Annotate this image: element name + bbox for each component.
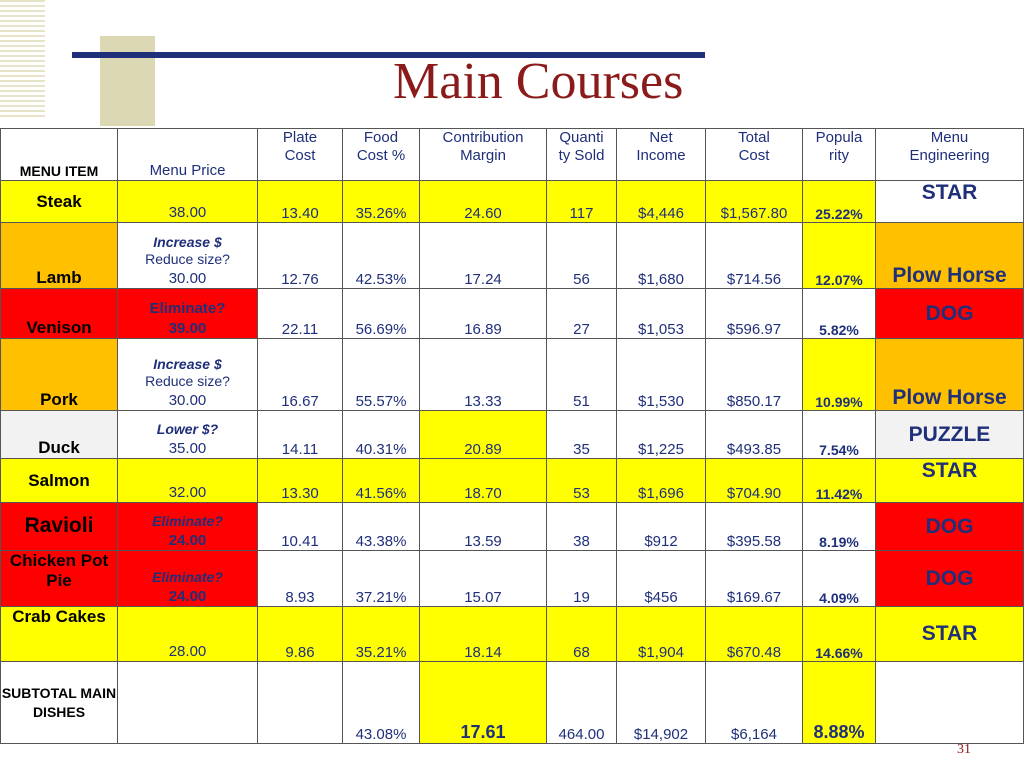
subtotal-net-income: $14,902 [617, 662, 706, 744]
header-menu-engineering: Menu Engineering [876, 129, 1024, 181]
quantity-sold: 68 [547, 607, 617, 662]
item-name: Chicken Pot Pie [1, 551, 118, 607]
menu-price: 38.00 [118, 181, 258, 223]
plate-cost: 14.11 [258, 411, 343, 459]
net-income: $1,680 [617, 223, 706, 289]
item-name: Pork [1, 339, 118, 411]
table-row [1, 551, 1024, 607]
total-cost: $714.56 [706, 223, 803, 289]
engineering-class: DOG [876, 503, 1024, 551]
net-income: $1,696 [617, 459, 706, 503]
subtotal-quantity: 464.00 [547, 662, 617, 744]
subtotal-food-cost-pct: 43.08% [343, 662, 420, 744]
item-name: Lamb [1, 223, 118, 289]
popularity: 14.66% [803, 607, 876, 662]
menu-price: Eliminate? 24.00 [118, 503, 258, 551]
total-cost: $1,567.80 [706, 181, 803, 223]
plate-cost: 13.40 [258, 181, 343, 223]
header-popularity: Popula rity [803, 129, 876, 181]
total-cost: $596.97 [706, 289, 803, 339]
menu-price: Lower $? 35.00 [118, 411, 258, 459]
menu-price: Increase $ Reduce size? 30.00 [118, 223, 258, 289]
header-net-income: Net Income [617, 129, 706, 181]
popularity: 25.22% [803, 181, 876, 223]
quantity-sold: 117 [547, 181, 617, 223]
popularity: 11.42% [803, 459, 876, 503]
total-cost: $704.90 [706, 459, 803, 503]
total-cost: $493.85 [706, 411, 803, 459]
quantity-sold: 19 [547, 551, 617, 607]
item-name: Duck [1, 411, 118, 459]
total-cost: $169.67 [706, 551, 803, 607]
item-name: Salmon [1, 459, 118, 503]
menu-price: 28.00 [118, 607, 258, 662]
food-cost-pct: 37.21% [343, 551, 420, 607]
food-cost-pct: 43.38% [343, 503, 420, 551]
contribution-margin: 18.14 [420, 607, 547, 662]
engineering-class: STAR [876, 459, 1024, 503]
net-income: $1,225 [617, 411, 706, 459]
engineering-class: STAR [876, 607, 1024, 662]
engineering-class: STAR [876, 181, 1024, 223]
item-name: Crab Cakes [1, 607, 118, 662]
food-cost-pct: 35.26% [343, 181, 420, 223]
item-name: Venison [1, 289, 118, 339]
decorative-block [100, 36, 155, 126]
subtotal-row [1, 662, 1024, 744]
engineering-class: DOG [876, 551, 1024, 607]
engineering-class: Plow Horse [876, 223, 1024, 289]
table-header-row [1, 129, 1024, 181]
net-income: $1,530 [617, 339, 706, 411]
quantity-sold: 53 [547, 459, 617, 503]
contribution-margin: 20.89 [420, 411, 547, 459]
table-row [1, 607, 1024, 662]
quantity-sold: 38 [547, 503, 617, 551]
menu-price: 32.00 [118, 459, 258, 503]
header-food-cost-pct: Food Cost % [343, 129, 420, 181]
food-cost-pct: 56.69% [343, 289, 420, 339]
table-row [1, 339, 1024, 411]
engineering-class: Plow Horse [876, 339, 1024, 411]
contribution-margin: 13.59 [420, 503, 547, 551]
item-name: Ravioli [1, 503, 118, 551]
subtotal-price [118, 662, 258, 744]
page-title: Main Courses [393, 53, 684, 110]
plate-cost: 22.11 [258, 289, 343, 339]
menu-engineering-table [0, 128, 1024, 744]
total-cost: $850.17 [706, 339, 803, 411]
food-cost-pct: 55.57% [343, 339, 420, 411]
page-number: 31 [957, 742, 971, 757]
contribution-margin: 13.33 [420, 339, 547, 411]
contribution-margin: 15.07 [420, 551, 547, 607]
food-cost-pct: 35.21% [343, 607, 420, 662]
total-cost: $670.48 [706, 607, 803, 662]
menu-price: Eliminate? 24.00 [118, 551, 258, 607]
plate-cost: 13.30 [258, 459, 343, 503]
header-menu-item: MENU ITEM [1, 129, 118, 181]
food-cost-pct: 42.53% [343, 223, 420, 289]
popularity: 12.07% [803, 223, 876, 289]
engineering-class: PUZZLE [876, 411, 1024, 459]
plate-cost: 9.86 [258, 607, 343, 662]
plate-cost: 10.41 [258, 503, 343, 551]
subtotal-plate [258, 662, 343, 744]
net-income: $1,904 [617, 607, 706, 662]
header-total-cost: Total Cost [706, 129, 803, 181]
subtotal-engineering [876, 662, 1024, 744]
engineering-class: DOG [876, 289, 1024, 339]
quantity-sold: 35 [547, 411, 617, 459]
net-income: $912 [617, 503, 706, 551]
subtotal-total-cost: $6,164 [706, 662, 803, 744]
contribution-margin: 18.70 [420, 459, 547, 503]
popularity: 10.99% [803, 339, 876, 411]
popularity: 8.19% [803, 503, 876, 551]
subtotal-popularity: 8.88% [803, 662, 876, 744]
menu-price: Eliminate? 39.00 [118, 289, 258, 339]
header-quantity-sold: Quanti ty Sold [547, 129, 617, 181]
contribution-margin: 24.60 [420, 181, 547, 223]
plate-cost: 16.67 [258, 339, 343, 411]
table-row [1, 223, 1024, 289]
subtotal-contribution-margin: 17.61 [420, 662, 547, 744]
subtotal-label: SUBTOTAL MAIN DISHES [1, 662, 118, 744]
total-cost: $395.58 [706, 503, 803, 551]
header-contribution-margin: Contribution Margin [420, 129, 547, 181]
net-income: $456 [617, 551, 706, 607]
item-name: Steak [1, 181, 118, 223]
table-row [1, 411, 1024, 459]
table-row [1, 289, 1024, 339]
net-income: $1,053 [617, 289, 706, 339]
popularity: 7.54% [803, 411, 876, 459]
table-row [1, 459, 1024, 503]
quantity-sold: 56 [547, 223, 617, 289]
quantity-sold: 27 [547, 289, 617, 339]
table-row [1, 503, 1024, 551]
food-cost-pct: 40.31% [343, 411, 420, 459]
contribution-margin: 17.24 [420, 223, 547, 289]
contribution-margin: 16.89 [420, 289, 547, 339]
header-menu-price: Menu Price [118, 129, 258, 181]
plate-cost: 12.76 [258, 223, 343, 289]
table-row [1, 181, 1024, 223]
decorative-stripes [0, 0, 45, 120]
food-cost-pct: 41.56% [343, 459, 420, 503]
header-plate-cost: Plate Cost [258, 129, 343, 181]
popularity: 5.82% [803, 289, 876, 339]
net-income: $4,446 [617, 181, 706, 223]
plate-cost: 8.93 [258, 551, 343, 607]
quantity-sold: 51 [547, 339, 617, 411]
popularity: 4.09% [803, 551, 876, 607]
menu-price: Increase $ Reduce size? 30.00 [118, 339, 258, 411]
